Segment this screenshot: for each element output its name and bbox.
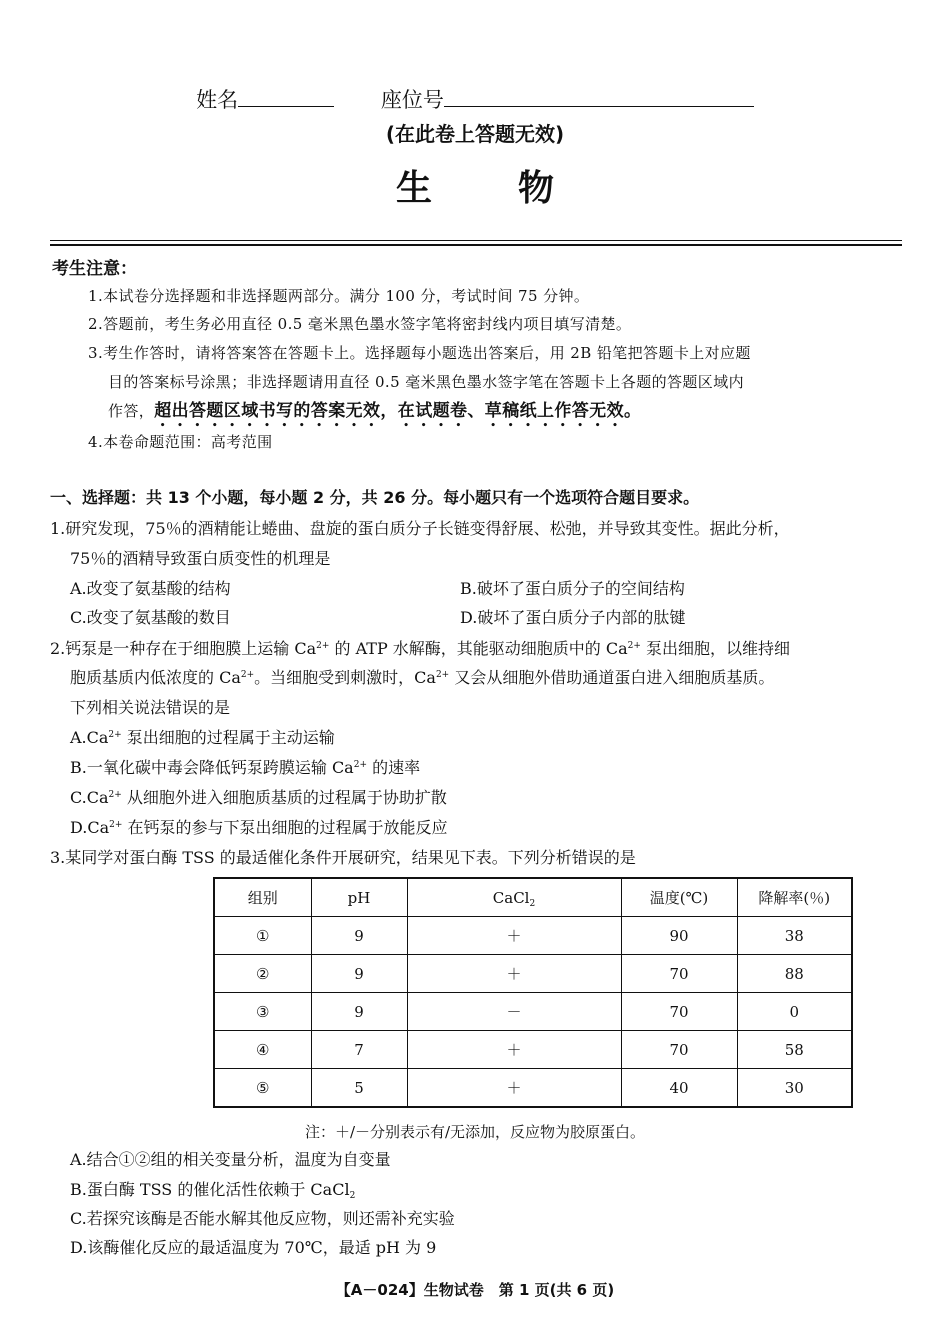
q2-stem-line-1: 2.钙泵是一种存在于细胞膜上运输 $Ca^{2+}$ 的 ATP 水解酶，其能驱动细胞质中的 $Ca^{2+}$ 泵出细胞，以维持细 xyxy=(50,639,791,658)
table-row xyxy=(214,1069,852,1108)
table-cell: ＋ xyxy=(407,1031,621,1069)
q1-stem-line-1: 1.研究发现，75％的酒精能让蜷曲、盘旋的蛋白质分子长链变得舒展、松弛，并导致其变性。据此分析， xyxy=(50,519,790,538)
seat-blank xyxy=(444,88,754,107)
table-cell: － xyxy=(407,993,621,1031)
section-1-title: 一、选择题：共 13 个小题，每小题 2 分，共 26 分。每小题只有一个选项符合题目要求。 xyxy=(50,488,700,507)
name-blank xyxy=(238,88,334,107)
q1-option-d: D.破坏了蛋白质分子内部的肽键 xyxy=(460,608,686,627)
table-cell: ② xyxy=(214,955,311,993)
table-cell: 9 xyxy=(311,993,407,1031)
table-cell: 70 xyxy=(621,993,737,1031)
table-cell: 0 xyxy=(737,993,852,1031)
table-cell: ＋ xyxy=(407,917,621,955)
q1-stem-line-2: 75％的酒精导致蛋白质变性的机理是 xyxy=(70,549,331,568)
table-cell: 70 xyxy=(621,1031,737,1069)
notice-item-3-line-3 xyxy=(108,401,641,431)
seat-label: 座位号 xyxy=(380,88,444,112)
table-cell: 9 xyxy=(311,917,407,955)
header-degradation-rate: 降解率(％) xyxy=(737,878,852,917)
table-cell: 88 xyxy=(737,955,852,993)
table-row xyxy=(214,993,852,1031)
table-cell: 7 xyxy=(311,1031,407,1069)
notice-item-3-prefix: 作答， xyxy=(108,402,155,420)
notice-item-3-line-1: 3.考生作答时，请将答案答在答题卡上。选择题每小题选出答案后，用 2B 铅笔把答题卡上对应题 xyxy=(88,344,751,362)
header-temperature: 温度(℃) xyxy=(621,878,737,917)
notice-item-4: 4.本卷命题范围：高考范围 xyxy=(88,433,273,451)
header-ph: pH xyxy=(311,878,407,917)
table-cell: 90 xyxy=(621,917,737,955)
table-cell: 40 xyxy=(621,1069,737,1108)
q2-stem-line-3: 下列相关说法错误的是 xyxy=(70,698,231,717)
q3-option-c: C.若探究该酶是否能水解其他反应物，则还需补充实验 xyxy=(70,1209,455,1228)
table-cell: ⑤ xyxy=(214,1069,311,1108)
q1-option-b: B.破坏了蛋白质分子的空间结构 xyxy=(460,579,685,598)
q1-option-c: C.改变了氨基酸的数目 xyxy=(70,608,231,627)
notice-item-3-line-2: 目的答案标号涂黑；非选择题请用直径 0.5 毫米黑色墨水签字笔在答题卡上各题的答题区域内 xyxy=(108,373,744,391)
notice-item-2: 2.答题前，考生务必用直径 0.5 毫米黑色墨水签字笔将密封线内项目填写清楚。 xyxy=(88,315,632,333)
candidate-info-line xyxy=(0,84,950,114)
q3-stem: 3.某同学对蛋白酶 TSS 的最适催化条件开展研究，结果见下表。下列分析错误的是 xyxy=(50,848,636,867)
notice-title: 考生注意： xyxy=(52,259,137,279)
table-cell: 38 xyxy=(737,917,852,955)
header-group: 组别 xyxy=(214,878,311,917)
table-cell: ＋ xyxy=(407,955,621,993)
table-cell: 5 xyxy=(311,1069,407,1108)
q3-option-a: A.结合①②组的相关变量分析，温度为自变量 xyxy=(70,1150,391,1169)
q1-option-a: A.改变了氨基酸的结构 xyxy=(70,579,231,598)
no-answer-warning: (在此卷上答题无效) xyxy=(385,122,565,146)
table-note: 注：＋/－分别表示有/无添加，反应物为胶原蛋白。 xyxy=(304,1123,646,1141)
header-rule-thick xyxy=(50,244,902,246)
table-row xyxy=(214,1031,852,1069)
table-cell: ① xyxy=(214,917,311,955)
header-cacl2: CaCl$_2$ xyxy=(407,878,621,917)
name-label: 姓名 xyxy=(196,88,239,112)
tss-results-table xyxy=(213,877,853,1108)
table-cell: ④ xyxy=(214,1031,311,1069)
q3-option-b: B.蛋白酶 TSS 的催化活性依赖于 CaCl$_2$ xyxy=(70,1180,356,1201)
notice-item-1: 1.本试卷分选择题和非选择题两部分。满分 100 分，考试时间 75 分钟。 xyxy=(88,287,590,305)
q2-option-a: $A.Ca^{2+}$ 泵出细胞的过程属于主动运输 xyxy=(70,728,335,747)
q3-option-d: D.该酶催化反应的最适温度为 70℃，最适 pH 为 9 xyxy=(70,1238,437,1257)
table-header-row xyxy=(214,878,852,917)
table-cell: ③ xyxy=(214,993,311,1031)
notice-emphasis: 超出答题区域书写的答案无效，在试题卷、草稿纸上作答无效。 xyxy=(154,401,642,421)
q2-option-b: B.一氧化碳中毒会降低钙泵跨膜运输 $Ca^{2+}$ 的速率 xyxy=(70,758,421,777)
table-cell: 70 xyxy=(621,955,737,993)
header-rule-thin xyxy=(50,240,902,241)
table-row xyxy=(214,917,852,955)
q2-option-d: $D.Ca^{2+}$ 在钙泵的参与下泵出细胞的过程属于放能反应 xyxy=(70,818,448,837)
q2-option-c: $C.Ca^{2+}$ 从细胞外进入细胞质基质的过程属于协助扩散 xyxy=(70,788,447,807)
table-cell: ＋ xyxy=(407,1069,621,1108)
subject-title: 生物 xyxy=(395,168,640,209)
table-row xyxy=(214,955,852,993)
table-cell: 58 xyxy=(737,1031,852,1069)
table-cell: 30 xyxy=(737,1069,852,1108)
table-cell: 9 xyxy=(311,955,407,993)
page-footer: 【A－024】生物试卷 第 1 页(共 6 页) xyxy=(335,1281,615,1299)
q2-stem-line-2: 胞质基质内低浓度的 $Ca^{2+}$。当细胞受到刺激时，$Ca^{2+}$ 又会从细胞外借助通道蛋白进入细胞质基质。 xyxy=(70,668,775,687)
